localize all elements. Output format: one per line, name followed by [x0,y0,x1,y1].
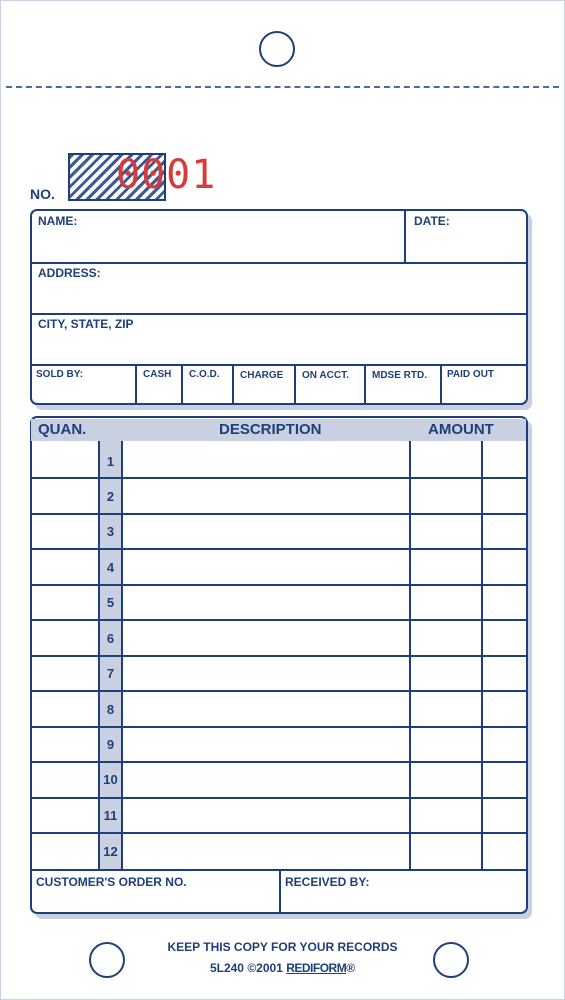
form-code-line [0,961,565,975]
divider [364,364,366,404]
table-column-line [409,441,411,870]
charge-label: CHARGE [240,370,284,381]
divider [440,364,442,404]
serial-number: 0001 [116,152,217,198]
amount-column-header: AMOUNT [428,421,494,438]
row-number: 5 [106,595,115,610]
row-number: 4 [106,560,115,575]
row-number: 6 [106,631,115,646]
row-number: 3 [106,524,115,539]
row-number: 11 [103,808,118,823]
table-row-line [32,548,526,550]
row-number: 7 [106,666,115,681]
customer-info-box [30,209,528,405]
brand-logo: REDIFORM [286,961,347,975]
table-column-line [121,441,123,870]
row-number: 12 [103,844,118,859]
cash-label: CASH [143,369,172,380]
row-number: 2 [106,489,115,504]
row-number: 10 [103,772,118,787]
perforation-line [6,86,559,88]
row-number: 1 [106,454,115,469]
description-column-header: DESCRIPTION [219,421,322,438]
paid-out-label: PAID OUT [447,369,495,380]
quan-column-header: QUAN. [38,421,87,438]
table-row-line [32,761,526,763]
sold-by-label: SOLD BY: [36,369,84,380]
name-field-label: NAME: [38,214,78,228]
divider [32,364,526,366]
divider [32,262,526,264]
registered-mark: ® [346,961,356,975]
table-column-line [98,441,100,870]
table-column-line [279,870,281,913]
table-column-line [481,441,483,870]
table-row-line [32,619,526,621]
table-row-line [32,477,526,479]
divider [32,313,526,315]
on-acct-label: ON ACCT. [302,370,349,381]
divider [181,364,183,404]
divider [294,364,296,404]
table-row-line [32,832,526,834]
row-number: 9 [106,737,115,752]
form-code: 5L240 ©2001 [209,961,283,975]
table-row-line [32,690,526,692]
received-by-label: RECEIVED BY: [285,875,370,889]
address-field-label: ADDRESS: [38,266,101,280]
table-row-line [32,797,526,799]
divider [404,211,406,263]
cod-label: C.O.D. [189,369,220,380]
divider [135,364,137,404]
table-row-line [32,584,526,586]
table-row-line [32,655,526,657]
row-number: 8 [106,702,115,717]
keep-copy-note: KEEP THIS COPY FOR YOUR RECORDS [167,940,398,954]
table-row-line [32,726,526,728]
punch-hole-top [259,31,295,67]
city-state-zip-label: CITY, STATE, ZIP [38,317,134,331]
number-label: NO. [30,186,55,202]
table-row-line [32,513,526,515]
divider [232,364,234,404]
customer-order-label: CUSTOMER'S ORDER NO. [36,875,187,889]
date-field-label: DATE: [414,214,450,228]
mdse-rtd-label: MDSE RTD. [372,370,427,381]
